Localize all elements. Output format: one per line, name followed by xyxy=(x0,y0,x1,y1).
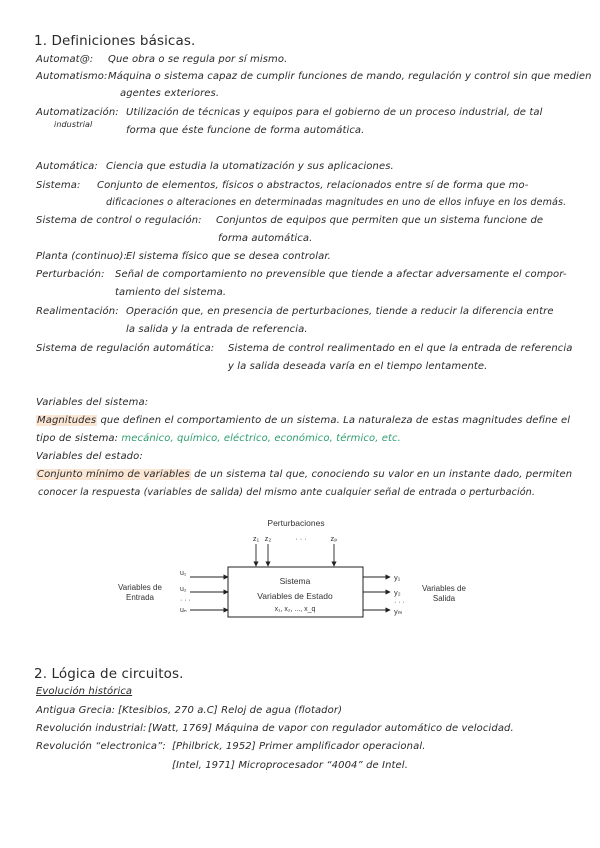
y-dots-label: · · · xyxy=(394,599,405,606)
def-automatismo-2: agentes exteriores. xyxy=(120,88,220,99)
z1-label: z₁ xyxy=(252,534,260,543)
def-perturbacion-1: Señal de comportamiento no prevensible que tiende a afectar adversamente el compor- xyxy=(115,269,567,280)
variables-sistema-rest: que definen el comportamiento de un sistema. La naturaleza de estas magnitudes define el xyxy=(97,415,571,426)
z-dots-label: · · · xyxy=(295,534,307,543)
y2-label: y₂ xyxy=(394,588,401,597)
def-realimentacion-1: Operación que, en presencia de perturbaciones, tiende a reducir la diferencia entre xyxy=(126,306,554,317)
term-perturbacion: Perturbación: xyxy=(36,269,105,280)
zp-label: zₚ xyxy=(330,534,338,543)
entrada-label-1: Variables de xyxy=(118,583,162,592)
text-electronica-1: [Philbrick, 1952] Primer amplificador operacional. xyxy=(172,741,426,752)
ym-label: yₘ xyxy=(394,607,403,616)
entrada-label-2: Entrada xyxy=(125,593,155,602)
def-planta: El sistema físico que se desea controlar. xyxy=(126,251,331,262)
text-grecia: [Ktesibios, 270 a.C] Reloj de agua (flotador) xyxy=(118,705,343,716)
variables-estado-line1 xyxy=(36,469,572,481)
def-sistema-2: dificaciones o alteraciones en determinadas magnitudes en uno de ellos infuye en los demás. xyxy=(106,197,567,208)
variables-sistema-line1 xyxy=(36,415,570,427)
variables-sistema-label: Variables del sistema: xyxy=(36,397,149,408)
u1-label: u₁ xyxy=(180,570,187,577)
state-vars-label: x₁, x₂, ..., x_q xyxy=(274,606,316,613)
term-realimentacion: Realimentación: xyxy=(36,306,119,317)
perturbaciones-label: Perturbaciones xyxy=(267,518,325,528)
def-sistema-1: Conjunto de elementos, físicos o abstractos, relacionados entre sí de forma que mo- xyxy=(97,180,529,191)
term-automatismo: Automatismo: xyxy=(36,71,108,82)
salida-label-2: Salida xyxy=(432,594,456,603)
tipo-sistema-label: tipo de sistema: xyxy=(36,433,122,444)
def-automatismo-1: Máquina o sistema capaz de cumplir funciones de mando, regulación y control sin que medien xyxy=(108,71,592,82)
tipos-sistema: mecánico, químico, eléctrico, económico, térmico, etc. xyxy=(121,433,401,444)
def-automatizacion-1: Utilización de técnicas y equipos para el gobierno de un proceso industrial, de tal xyxy=(126,107,543,118)
def-perturbacion-2: tamiento del sistema. xyxy=(115,287,227,298)
variables-estado-label: Variables del estado: xyxy=(36,451,143,462)
magnitudes-highlight: Magnitudes xyxy=(37,415,97,426)
variables-sistema-line2 xyxy=(36,433,401,445)
term-automatizacion-sub: industrial xyxy=(54,120,93,129)
evolucion-historica: Evolución histórica xyxy=(36,686,133,697)
term-sistema: Sistema: xyxy=(36,180,81,191)
term-automatizacion: Automatización: xyxy=(36,107,119,118)
def-regulacion-2: y la salida deseada varía en el tiempo lentamente. xyxy=(228,361,488,372)
section1-title: 1. Definiciones básicas. xyxy=(34,33,196,49)
salida-label-1: Variables de xyxy=(422,584,466,593)
section2-title: 2. Lógica de circuitos. xyxy=(34,666,184,682)
u2-label: u₂ xyxy=(180,586,187,593)
term-automata: Automat@: xyxy=(36,54,94,65)
term-industrial: Revolución industrial: xyxy=(36,723,147,734)
term-automatica: Automática: xyxy=(36,161,98,172)
term-control: Sistema de control o regulación: xyxy=(36,215,202,226)
def-automatizacion-2: forma que éste funcione de forma automática. xyxy=(126,125,365,136)
def-control-1: Conjuntos de equipos que permiten que un sistema funcione de xyxy=(216,215,544,226)
un-label: uₙ xyxy=(180,607,187,614)
u-dots-label: · · · xyxy=(180,597,191,604)
conjunto-minimo-highlight: Conjunto mínimo de variables xyxy=(37,469,190,480)
def-automata: Que obra o se regula por sí mismo. xyxy=(108,54,288,65)
variables-estado-line2: conocer la respuesta (variables de salida) del mismo ante cualquier señal de entrada o perturbación. xyxy=(38,487,536,498)
term-electronica: Revolución “electronica”: xyxy=(36,741,166,752)
def-realimentacion-2: la salida y la entrada de referencia. xyxy=(126,324,308,335)
term-regulacion: Sistema de regulación automática: xyxy=(36,343,215,354)
text-industrial: [Watt, 1769] Máquina de vapor con regulador automático de velocidad. xyxy=(148,723,514,734)
def-regulacion-1: Sistema de control realimentado en el que la entrada de referencia xyxy=(228,343,573,354)
term-planta: Planta (continuo): xyxy=(36,251,127,262)
def-control-2: forma automática. xyxy=(218,233,313,244)
variables-estado-rest: de un sistema tal que, conociendo su valor en un instante dado, permiten xyxy=(190,469,573,480)
y1-label: y₁ xyxy=(394,573,401,582)
sistema-label: Sistema xyxy=(279,576,311,586)
text-electronica-2: [Intel, 1971] Microprocesador “4004” de Intel. xyxy=(172,760,408,771)
term-grecia: Antigua Grecia: xyxy=(36,705,116,716)
def-automatica: Ciencia que estudia la utomatización y sus aplicaciones. xyxy=(106,161,394,172)
variables-estado-box-label: Variables de Estado xyxy=(257,591,333,601)
system-diagram xyxy=(118,516,466,626)
z2-label: z₂ xyxy=(264,534,272,543)
